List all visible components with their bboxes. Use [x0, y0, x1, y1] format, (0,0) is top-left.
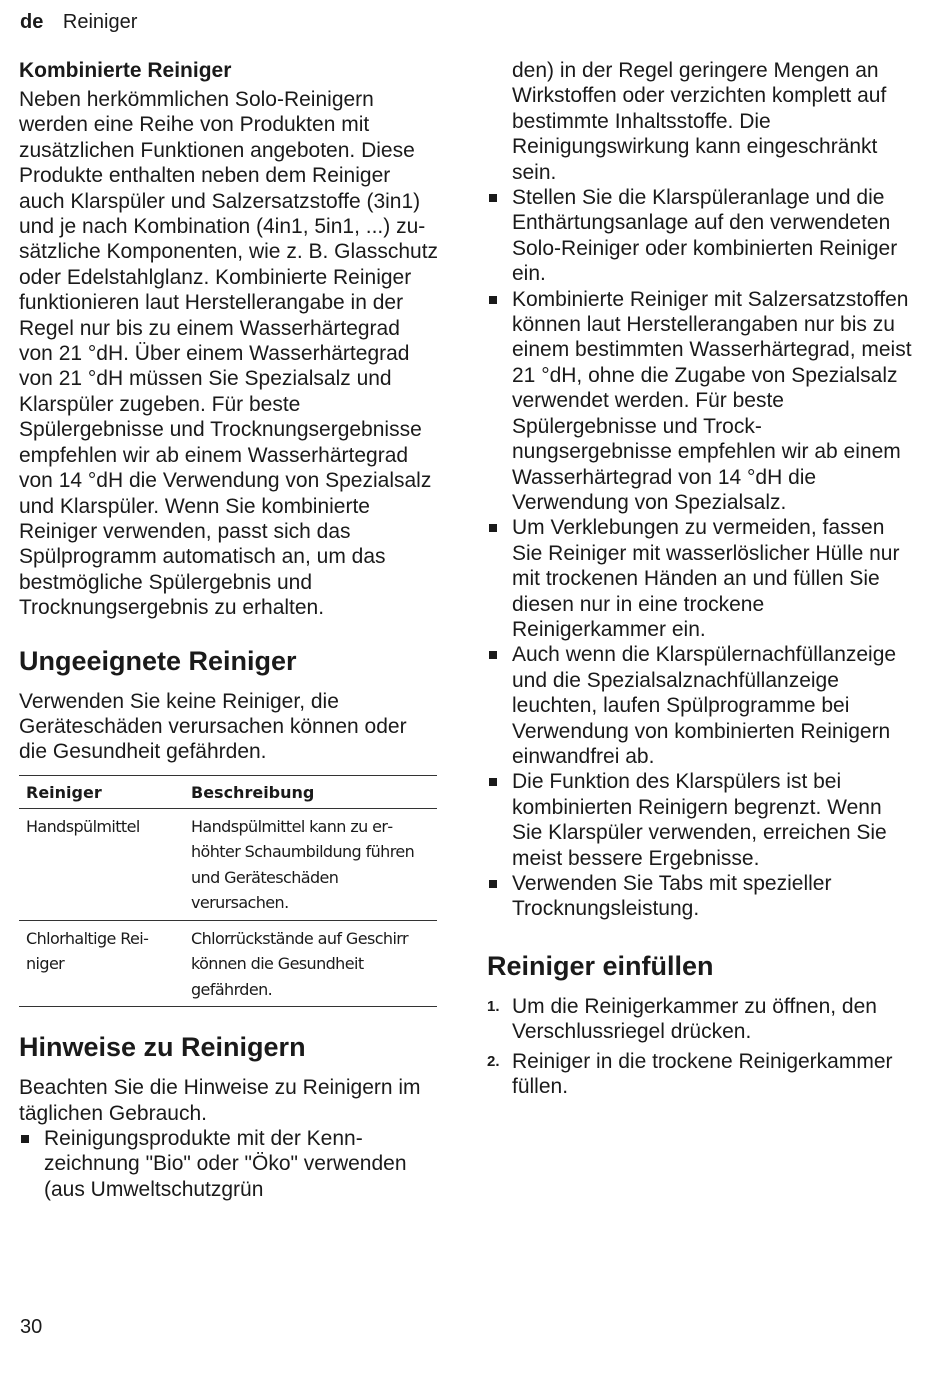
table-header-row	[19, 775, 437, 808]
left-column	[19, 58, 439, 1202]
list-item-text: Auch wenn die Klarspülernachfüllanzeige und die Spezialsalznachfüllanzeige leuchten, laufen Spülprogramme bei Verwendung von kombinierten Reinigern einwandfrei ab.	[512, 643, 897, 768]
list-item	[487, 769, 912, 871]
table-cell-reiniger: Handspülmittel	[19, 808, 184, 920]
heading-kombinierte-reiniger: Kombinierte Reiniger	[19, 59, 232, 82]
language-tag: de	[20, 11, 44, 33]
step-text: Reiniger in die trockene Reinigerkammer füllen.	[512, 1049, 893, 1099]
bullet-square-icon	[489, 524, 497, 532]
table-cell-reiniger: Chlorhaltige Reiniger	[19, 920, 184, 1007]
list-item	[487, 185, 912, 287]
step-number: 1.	[487, 997, 500, 1015]
list-item	[487, 871, 912, 922]
list-item-text: Die Funktion des Klarspülers ist bei kombinierten Reinigern begrenzt. Wenn Sie Klarspüler verwenden, erreichen Sie meist bessere Ergebnisse.	[512, 770, 887, 870]
list-item-text: Reinigungsprodukte mit der Kennzeichnung "Bio" oder "Öko" verwenden (aus Umweltschutzgrün	[44, 1127, 407, 1201]
list-item-text: Stellen Sie die Klarspüleranlage und die Enthärtungsanlage auf den verwendeten Solo-Reiniger oder kombinierten Reiniger ein.	[512, 186, 898, 286]
heading-hinweise-zu-reinigern: Hinweise zu Reinigern	[19, 1032, 306, 1063]
table-row	[19, 920, 437, 1007]
paragraph-kombinierte-reiniger: Neben herkömmlichen Solo-Reinigern werden eine Reihe von Produkten mit zusätzlichen Funktionen angeboten. Diese Produkte enthalten neben dem Reiniger auch Klarspüler und Salzersatzstoffe (3in1) und je nach Kombination (4in1, 5in1, ...) zusätzliche Komponenten, wie z. B. Glasschutz oder Edelstahlglanz. Kombinierte Reiniger funktionieren laut Herstellerangabe in der Regel nur bis zu einem Wasserhärtegrad von 21 °dH. Über einem Wasserhärtegrad von 21 °dH müssen Sie Spezialsalz und Klarspüler zugeben. Für beste Spülergebnisse und Trocknungsergebnisse empfehlen wir ab einem Wasserhärtegrad von 14 °dH die Verwendung von Spezialsalz und Klarspüler. Wenn Sie kombinierte Reiniger verwenden, passt sich das Spülprogramm automatisch an, um das bestmögliche Spülergebnis und Trocknungsergebnis zu erhalten.	[19, 88, 439, 620]
table-row	[19, 808, 437, 920]
hinweise-bullet-list	[19, 1126, 439, 1202]
step-number: 2.	[487, 1052, 500, 1070]
table-cell-beschreibung: Chlorrückstände auf Geschirr können die Gesundheit gefährden.	[184, 920, 437, 1007]
table-header-reiniger: Reiniger	[19, 775, 184, 808]
bullet-square-icon	[489, 296, 497, 304]
paragraph-hinweise: Beachten Sie die Hinweise zu Reinigern im täglichen Gebrauch.	[19, 1076, 421, 1125]
right-bullet-list	[487, 185, 912, 922]
table-cell-beschreibung: Handspülmittel kann zu erhöhter Schaumbildung führen und Geräteschäden verursachen.	[184, 808, 437, 920]
list-item	[487, 515, 912, 642]
bullet-continuation: den) in der Regel geringere Mengen an Wirkstoffen oder verzichten komplett auf bestimmte Inhaltsstoffe. Die Reinigungswirkung kann eingeschränkt sein.	[512, 59, 887, 184]
page-number: 30	[20, 1316, 43, 1338]
list-item	[487, 642, 912, 769]
bullet-square-icon	[489, 651, 497, 659]
list-item-text: Verwenden Sie Tabs mit spezieller Trocknungsleistung.	[512, 872, 832, 921]
section-title: Reiniger	[62, 11, 138, 33]
unsuitable-cleaners-table	[19, 775, 437, 1008]
paragraph-ungeeignete-reiniger: Verwenden Sie keine Reiniger, die Geräteschäden verursachen können oder die Gesundheit gefährden.	[19, 689, 407, 764]
list-item	[19, 1126, 439, 1202]
table-header-beschreibung: Beschreibung	[184, 775, 437, 808]
list-item-text: Kombinierte Reiniger mit Salzersatzstoffen können laut Herstellerangaben nur bis zu einem bestimmten Wasserhärtegrad, meist 21 °dH, ohne die Zugabe von Spezialsalz verwendet werden. Für beste Spülergebnisse und Trocknungsergebnisse empfehlen wir ab einem Wasserhärtegrad von 14 °dH die Verwendung von Spezialsalz.	[512, 287, 912, 514]
bullet-square-icon	[21, 1135, 29, 1143]
steps-list	[487, 994, 912, 1100]
step-item	[487, 994, 912, 1045]
list-item-text: Um Verklebungen zu vermeiden, fassen Sie Reiniger mit wasserlöslicher Hülle nur mit trockenen Händen an und füllen Sie diesen nur in eine trockene Reinigerkammer ein.	[512, 516, 900, 641]
list-item	[487, 287, 912, 516]
heading-reiniger-einfuellen: Reiniger einfüllen	[487, 950, 714, 981]
heading-ungeeignete-reiniger: Ungeeignete Reiniger	[19, 645, 297, 676]
page-header	[20, 10, 137, 34]
bullet-square-icon	[489, 880, 497, 888]
bullet-square-icon	[489, 778, 497, 786]
bullet-square-icon	[489, 194, 497, 202]
step-text: Um die Reinigerkammer zu öffnen, den Verschlussriegel drücken.	[512, 994, 877, 1044]
right-column	[487, 58, 912, 1103]
step-item	[487, 1049, 912, 1100]
